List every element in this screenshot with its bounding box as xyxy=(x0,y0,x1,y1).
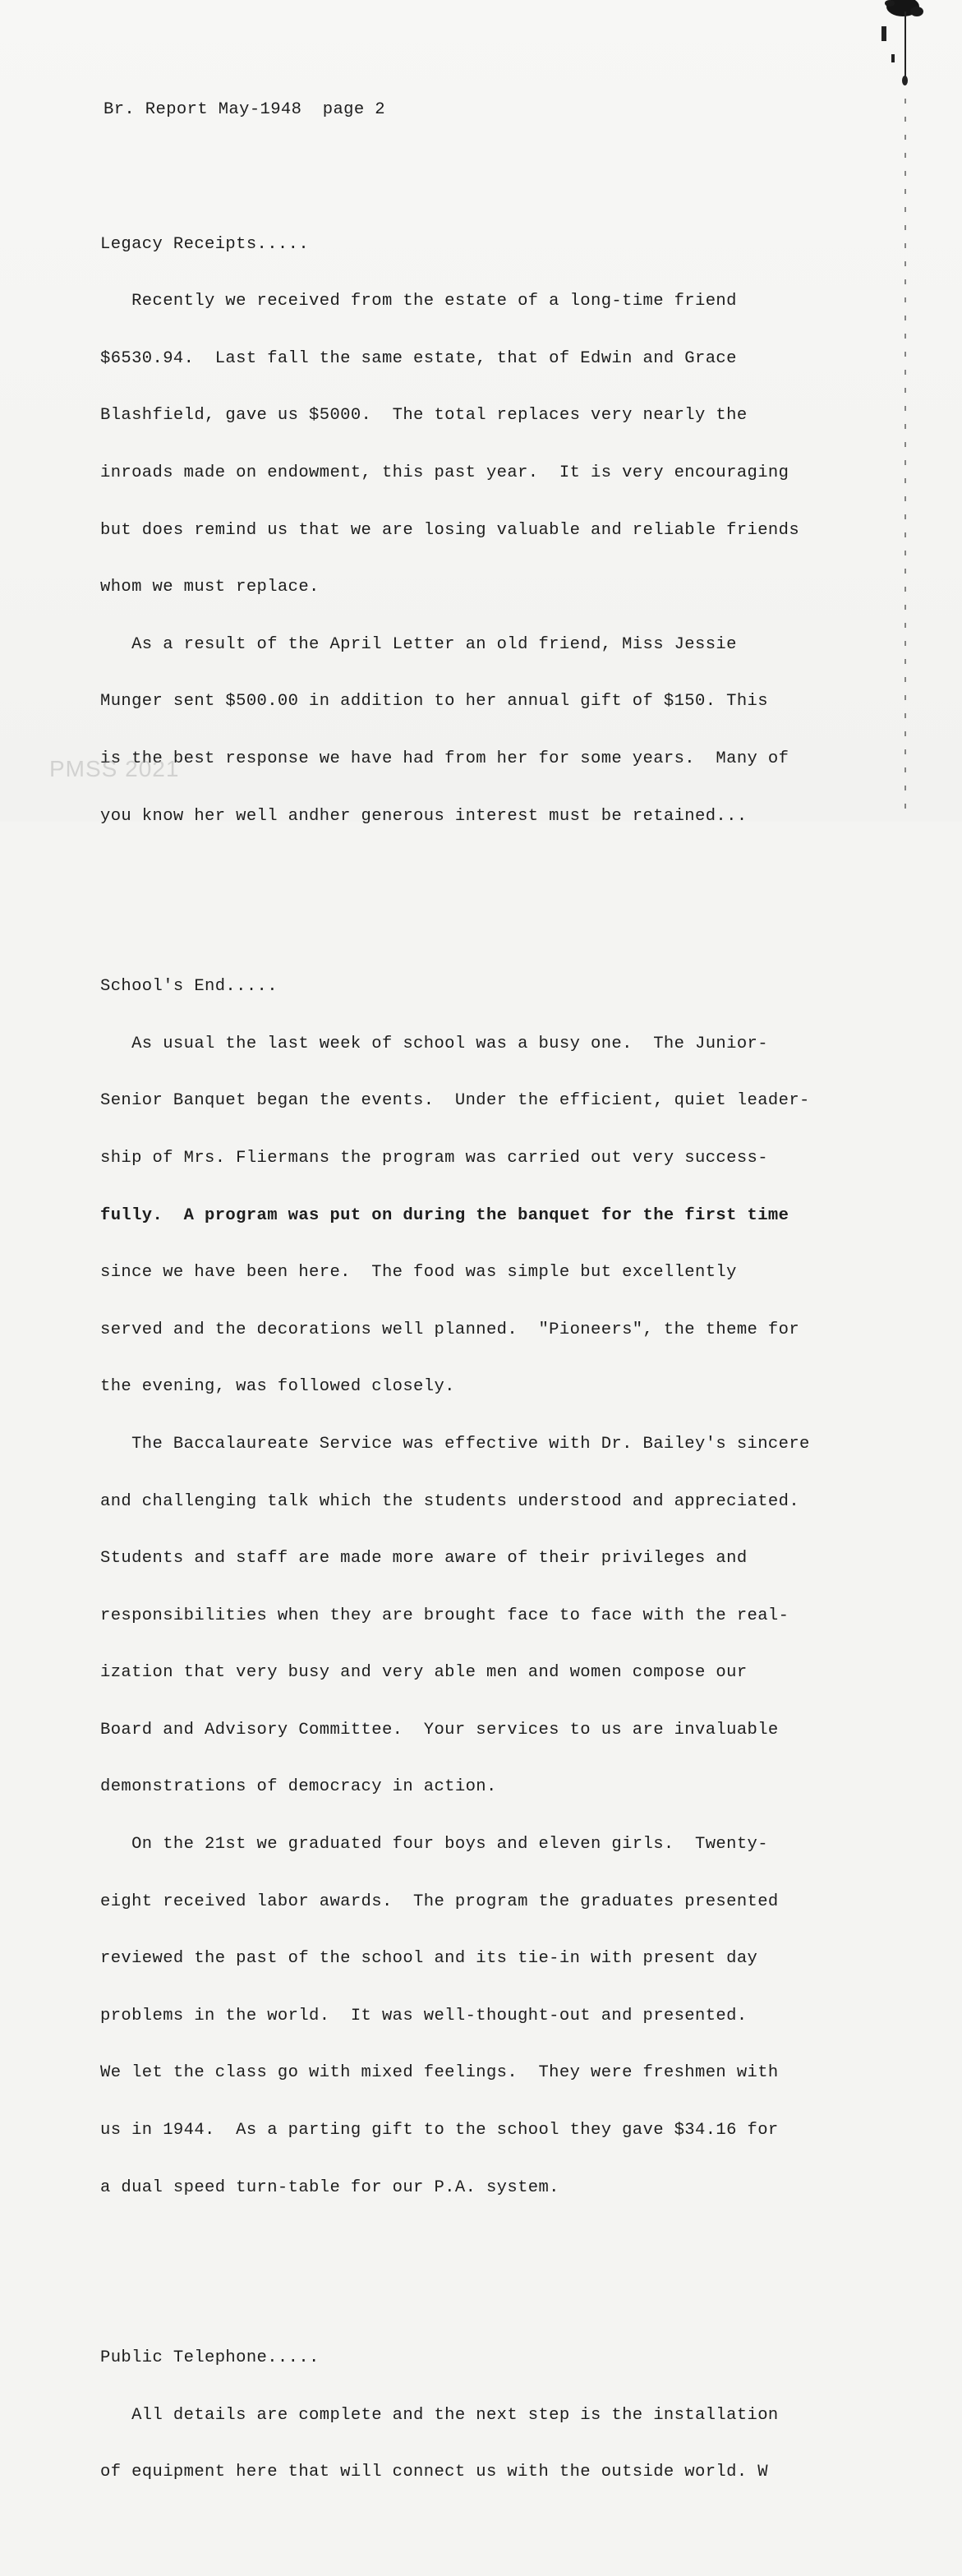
page-header: Br. Report May-1948 page 2 xyxy=(104,100,385,120)
section-title: School's End..... xyxy=(100,977,278,997)
text-line: the evening, was followed closely. xyxy=(100,1377,455,1397)
punch-mark xyxy=(891,54,895,62)
text-line: As a result of the April Letter an old friend, Miss Jessie xyxy=(100,634,737,654)
section-title: Public Telephone..... xyxy=(100,2348,320,2368)
text-line: All details are complete and the next step is the installation xyxy=(100,2405,779,2425)
text-line: a dual speed turn-table for our P.A. system. xyxy=(100,2177,559,2197)
text-line: but does remind us that we are losing valuable and reliable friends xyxy=(100,520,800,540)
section-schools-end xyxy=(100,939,889,2235)
text-line: Recently we received from the estate of a long-time friend xyxy=(100,292,737,311)
text-line: On the 21st we graduated four boys and eleven girls. Twenty- xyxy=(100,1835,768,1855)
text-line: fully. A program was put on during the banquet for the first time xyxy=(100,1205,789,1225)
section-legacy-receipts xyxy=(100,196,889,864)
text-line: problems in the world. It was well-thought-out and presented. xyxy=(100,2006,748,2025)
punch-mark xyxy=(902,76,908,85)
punch-mark xyxy=(904,12,906,82)
text-line: and challenging talk which the students understood and appreciated. xyxy=(100,1491,800,1511)
text-line: ization that very busy and very able men and women compose our xyxy=(100,1663,748,1683)
text-line: Senior Banquet began the events. Under the efficient, quiet leader- xyxy=(100,1091,810,1111)
text-line: since we have been here. The food was simple but excellently xyxy=(100,1263,737,1283)
text-line: $6530.94. Last fall the same estate, that of Edwin and Grace xyxy=(100,348,737,368)
ink-blot-mark xyxy=(872,0,929,33)
text-line: of equipment here that will connect us with the outside world. W xyxy=(100,2463,768,2482)
text-line: whom we must replace. xyxy=(100,578,320,597)
text-line: demonstrations of democracy in action. xyxy=(100,1777,497,1797)
section-public-telephone xyxy=(100,2311,889,2520)
text-line: Blashfield, gave us $5000. The total replaces very nearly the xyxy=(100,406,748,426)
text-line: you know her well andher generous interest must be retained... xyxy=(100,806,748,826)
text-line: us in 1944. As a parting gift to the school they gave $34.16 for xyxy=(100,2121,779,2141)
text-line: eight received labor awards. The program the graduates presented xyxy=(100,1892,779,1911)
text-line: As usual the last week of school was a busy one. The Junior- xyxy=(100,1034,768,1053)
text-line: Board and Advisory Committee. Your services to us are invaluable xyxy=(100,1720,779,1740)
page-edge-rule xyxy=(904,99,906,813)
text-line: reviewed the past of the school and its tie-in with present day xyxy=(100,1949,758,1969)
section-title: Legacy Receipts..... xyxy=(100,234,310,254)
archive-watermark: PMSS 2021 xyxy=(49,756,180,781)
text-line: The Baccalaureate Service was effective with Dr. Bailey's sincere xyxy=(100,1434,810,1454)
text-line: Students and staff are made more aware of their privileges and xyxy=(100,1549,748,1569)
text-line: is the best response we have had from her for some years. Many of xyxy=(100,749,789,768)
text-line: inroads made on endowment, this past year. It is very encouraging xyxy=(100,463,789,482)
text-line: Munger sent $500.00 in addition to her annual gift of $150. This xyxy=(100,692,768,712)
text-line: responsibilities when they are brought face to face with the real- xyxy=(100,1606,789,1625)
text-line: ship of Mrs. Fliermans the program was carried out very success- xyxy=(100,1148,768,1168)
text-line: We let the class go with mixed feelings. They were freshmen with xyxy=(100,2063,779,2083)
typewritten-document xyxy=(100,62,889,2576)
punch-mark xyxy=(881,26,886,41)
text-line: served and the decorations well planned. "Pioneers", the theme for xyxy=(100,1320,800,1339)
